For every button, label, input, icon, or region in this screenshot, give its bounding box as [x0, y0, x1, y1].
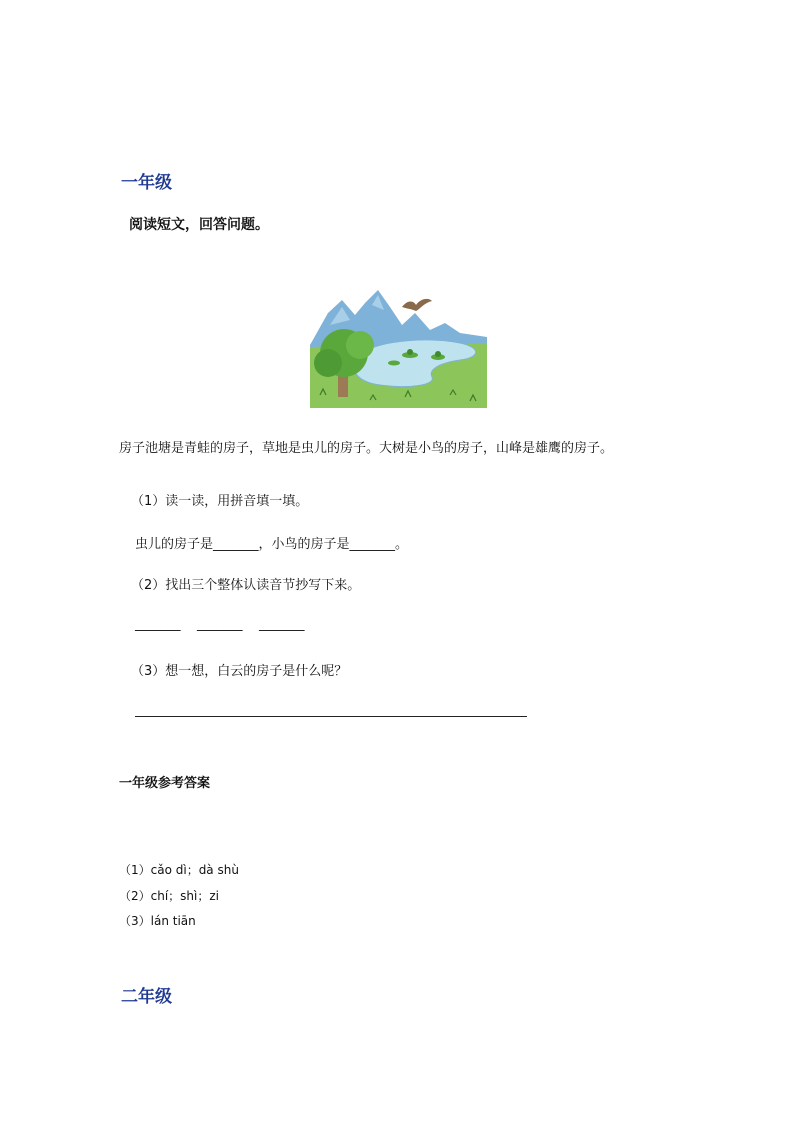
question-2-blanks: _______ _______ _______ [135, 617, 305, 632]
instruction-text: 阅读短文，回答问题。 [129, 217, 269, 233]
frog-shape [407, 349, 413, 355]
grade2-heading: 二年级 [121, 987, 172, 1007]
answer-item-2: （2）chí；shì；zi [119, 889, 219, 903]
question-3: （3）想一想，白云的房子是什么呢？ [131, 664, 348, 679]
question-1-fill: 虫儿的房子是_______，小鸟的房子是_______。 [135, 537, 409, 552]
frog-shape [435, 351, 441, 357]
passage-text: 房子池塘是青蛙的房子，草地是虫儿的房子。大树是小鸟的房子，山峰是雄鹰的房子。 [119, 441, 614, 456]
answer-item-3: （3）lán tiān [119, 914, 196, 928]
tree-canopy [314, 349, 342, 377]
pond-landscape-illustration [310, 285, 487, 408]
question-1: （1）读一读，用拼音填一填。 [131, 494, 309, 509]
answer-item-1: （1）cǎo dì；dà shù [119, 863, 239, 877]
question-2: （2）找出三个整体认读音节抄写下来。 [131, 578, 361, 593]
answers-heading: 一年级参考答案 [119, 776, 211, 791]
grade1-heading: 一年级 [121, 173, 172, 193]
lily-pad [388, 361, 400, 366]
answer-line-q3 [135, 716, 527, 717]
tree-canopy [346, 331, 374, 359]
